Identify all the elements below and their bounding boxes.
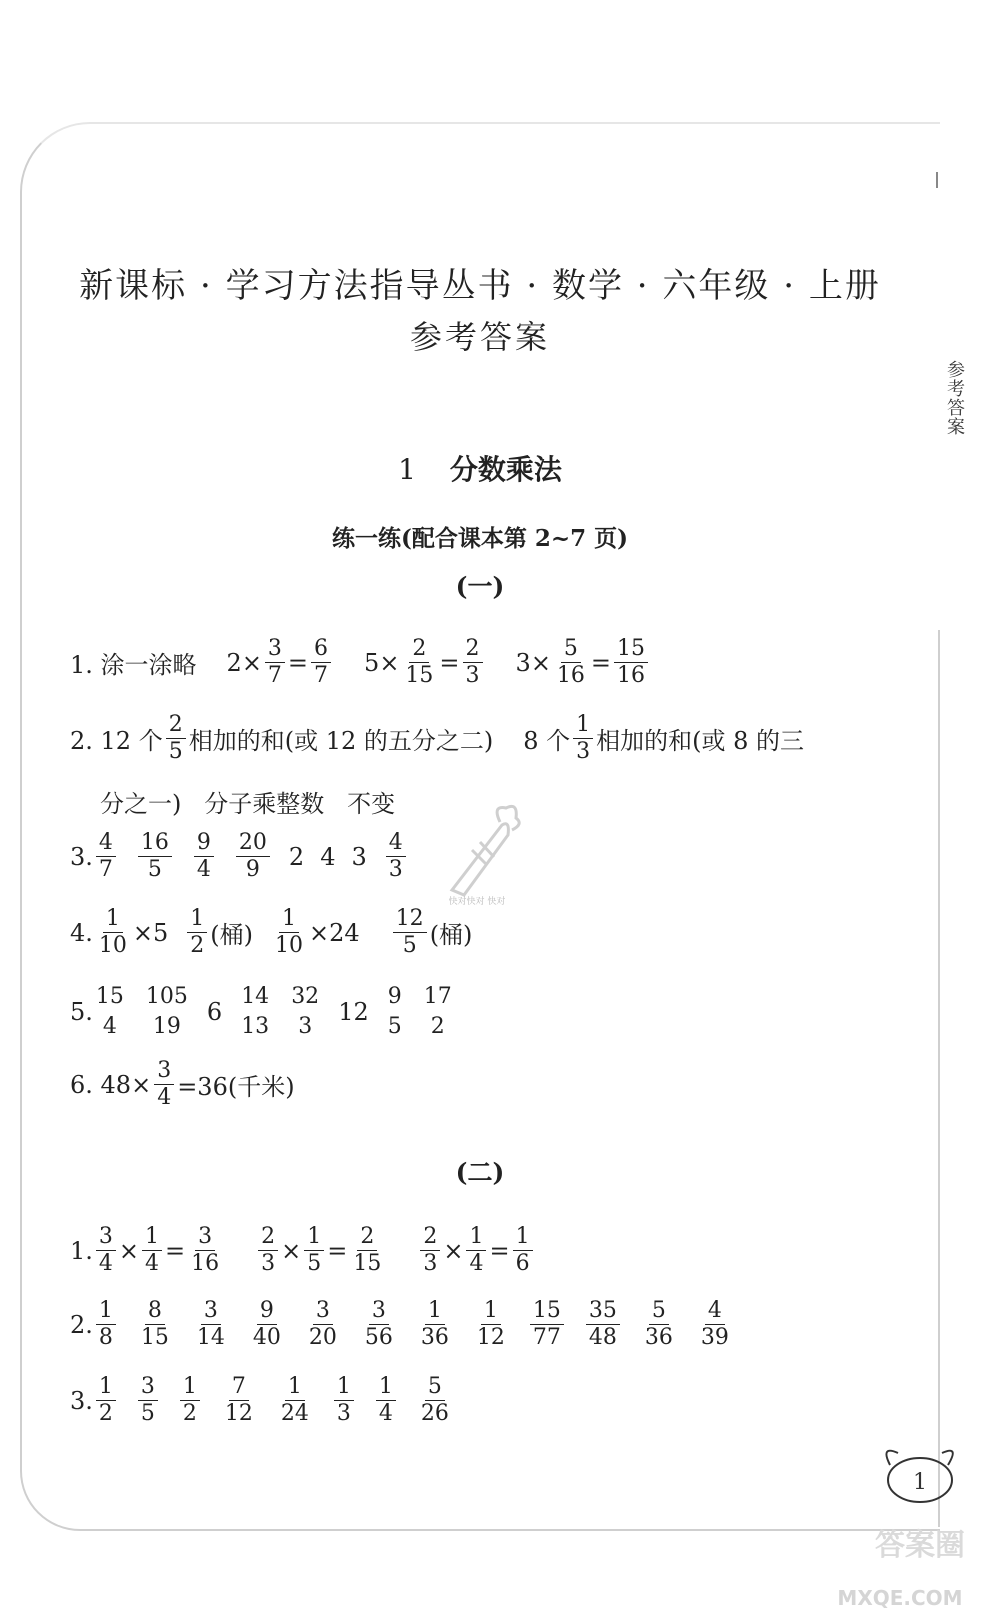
fraction: $\frac{8}{15}$ (140, 1298, 169, 1350)
fraction: $\frac{4}{39}$ (700, 1298, 729, 1350)
answer-line-1-6 (70, 1058, 295, 1111)
answer-text: 相加的和(或 12 的五分之二) (188, 727, 494, 755)
answer-text: =36(千米) (177, 1073, 295, 1101)
fraction: $\frac{35}{48}$ (586, 1298, 620, 1351)
fraction: $\frac{5}{16}$ (556, 636, 585, 688)
fraction: $\frac{1}{12}$ (476, 1298, 505, 1350)
answer-line-1-5 (70, 982, 455, 1042)
chapter-heading (0, 448, 960, 488)
fraction: $\frac{6}{7}$ (311, 636, 331, 689)
chapter-name: 分数乘法 (449, 453, 562, 486)
fraction: $\frac{15}{77}$ (530, 1298, 564, 1351)
fraction: $\frac{2}{15}$ (405, 636, 434, 688)
fraction: $\frac{9}{40}$ (252, 1298, 281, 1350)
times-sign: × (281, 1236, 302, 1265)
q-label: 5. (70, 998, 93, 1026)
fraction: $\frac{9}{4}$ (194, 830, 214, 883)
num: 12 (338, 998, 369, 1026)
fraction: $\frac{3}{20}$ (308, 1298, 337, 1350)
num: 4 (320, 842, 336, 871)
answer-line-2-2 (70, 1298, 735, 1351)
page-number-mascot-icon (837, 1425, 980, 1615)
fraction: $\frac{15}{16}$ (614, 636, 648, 689)
fraction: $\frac{5}{36}$ (644, 1298, 673, 1350)
fraction: $\frac{1}{3}$ (334, 1374, 354, 1427)
fraction: $\frac{1}{4}$ (466, 1224, 486, 1277)
answer-text: 8 个 (523, 727, 571, 755)
answer-text: ×5 (132, 918, 169, 947)
fraction: $\frac{2}{15}$ (353, 1224, 382, 1276)
fraction: $\frac{2}{5}$ (166, 712, 186, 765)
fraction: $\frac{1}{3}$ (573, 712, 593, 765)
carrot-watermark-icon (432, 800, 522, 910)
fraction: $\frac{1}{36}$ (420, 1298, 449, 1350)
book-title: 新课标 · 学习方法指导丛书 · 数学 · 六年级 · 上册 (79, 266, 881, 306)
q-label: 1. (70, 1236, 93, 1265)
fraction: $\frac{1}{4}$ (142, 1224, 162, 1277)
fraction: $\frac{2}{3}$ (258, 1224, 278, 1277)
svg-text:MXQE.COM: MXQE.COM (837, 1586, 963, 1610)
fraction: $\frac{7}{12}$ (224, 1374, 253, 1426)
fraction: $\frac{1}{10}$ (275, 906, 304, 958)
fraction: $\frac{1}{6}$ (513, 1224, 533, 1277)
fraction: $\frac{1}{4}$ (376, 1374, 396, 1427)
stacked-value: 9 5 (387, 984, 402, 1039)
fraction: $\frac{1}{8}$ (96, 1298, 116, 1351)
num: 6 (206, 998, 223, 1026)
fraction: $\frac{3}{5}$ (138, 1374, 158, 1427)
side-tab-label: 参考答案 (944, 360, 965, 436)
fraction: $\frac{2}{3}$ (420, 1224, 440, 1277)
fraction: $\frac{4}{3}$ (386, 830, 406, 883)
stacked-value: 105 19 (145, 984, 188, 1039)
book-subtitle: 参考答案 (409, 318, 550, 356)
num: 2 (226, 648, 242, 677)
fraction: $\frac{3}{7}$ (265, 636, 285, 689)
equals-sign: = (327, 1236, 348, 1265)
fraction: $\frac{12}{5}$ (393, 906, 427, 959)
answer-line-1-4 (70, 906, 472, 959)
svg-text:答案圈: 答案圈 (875, 1528, 965, 1563)
fraction: $\frac{20}{9}$ (236, 830, 270, 883)
fraction: $\frac{3}{4}$ (154, 1058, 174, 1111)
fraction: $\frac{3}{16}$ (191, 1224, 220, 1276)
equals-sign: = (590, 648, 612, 677)
fraction: $\frac{3}{4}$ (96, 1224, 116, 1277)
times-sign: × (118, 1236, 140, 1265)
fraction: $\frac{3}{56}$ (364, 1298, 393, 1350)
fraction: $\frac{5}{26}$ (420, 1374, 449, 1426)
chapter-number: 1 (398, 453, 416, 486)
part-two-heading: (二) (455, 1158, 505, 1187)
margin-rule (938, 630, 940, 1527)
answer-line-2-3 (70, 1374, 455, 1427)
answer-line-1-3 (70, 830, 409, 883)
svg-text:1: 1 (913, 1470, 927, 1495)
answer-line-1-1 (70, 636, 651, 689)
equals-sign: = (489, 1236, 510, 1265)
stacked-value: 15 4 (95, 984, 124, 1039)
stacked-value: 14 13 (241, 984, 270, 1039)
num: 5 (364, 648, 380, 677)
fraction: $\frac{2}{3}$ (463, 636, 483, 689)
q-label: 3. (70, 1386, 93, 1415)
answer-line-2-1 (70, 1224, 536, 1277)
stacked-value: 17 2 (423, 984, 452, 1039)
q-label: 2. 12 个 (70, 727, 163, 755)
answer-text: 相加的和(或 8 的三 (596, 727, 805, 755)
q-label: 1. 涂一涂略 (70, 651, 197, 679)
svg-text:快对快对 快对: 快对快对 快对 (448, 897, 506, 907)
page-tick (936, 172, 938, 188)
section-heading: 练一练(配合课本第 2~7 页) (331, 525, 629, 552)
fraction: $\frac{3}{14}$ (196, 1298, 225, 1350)
fraction: $\frac{1}{2}$ (187, 906, 207, 959)
equals-sign: = (439, 648, 460, 677)
q-label: 4. (70, 918, 93, 947)
fraction: $\frac{4}{7}$ (96, 830, 116, 883)
times-sign: × (379, 648, 400, 677)
fraction: $\frac{1}{10}$ (98, 906, 127, 958)
q-label: 6. 48× (70, 1070, 152, 1099)
num: 3 (515, 648, 531, 677)
fraction: $\frac{1}{5}$ (304, 1224, 324, 1277)
q-label: 3. (70, 842, 93, 871)
times-sign: × (241, 648, 262, 677)
num: 2 (288, 842, 305, 871)
equals-sign: = (165, 1236, 186, 1265)
answer-text: ×24 (309, 918, 360, 947)
stacked-value: 32 3 (291, 984, 320, 1039)
fraction: $\frac{16}{5}$ (138, 830, 172, 883)
fraction: $\frac{1}{24}$ (280, 1374, 309, 1426)
times-sign: × (443, 1236, 464, 1265)
answer-line-1-2 (70, 712, 804, 765)
num: 3 (351, 842, 367, 871)
part-one-heading: (一) (455, 572, 505, 601)
q-label: 2. (70, 1310, 93, 1339)
equals-sign: = (287, 648, 309, 677)
answer-text: (桶) (210, 921, 254, 949)
answer-line-1-2-cont: 分之一) 分子乘整数 不变 (100, 790, 396, 818)
fraction: $\frac{1}{2}$ (180, 1374, 200, 1427)
answer-text: (桶) (429, 921, 473, 949)
times-sign: × (530, 648, 551, 677)
fraction: $\frac{1}{2}$ (96, 1374, 116, 1427)
